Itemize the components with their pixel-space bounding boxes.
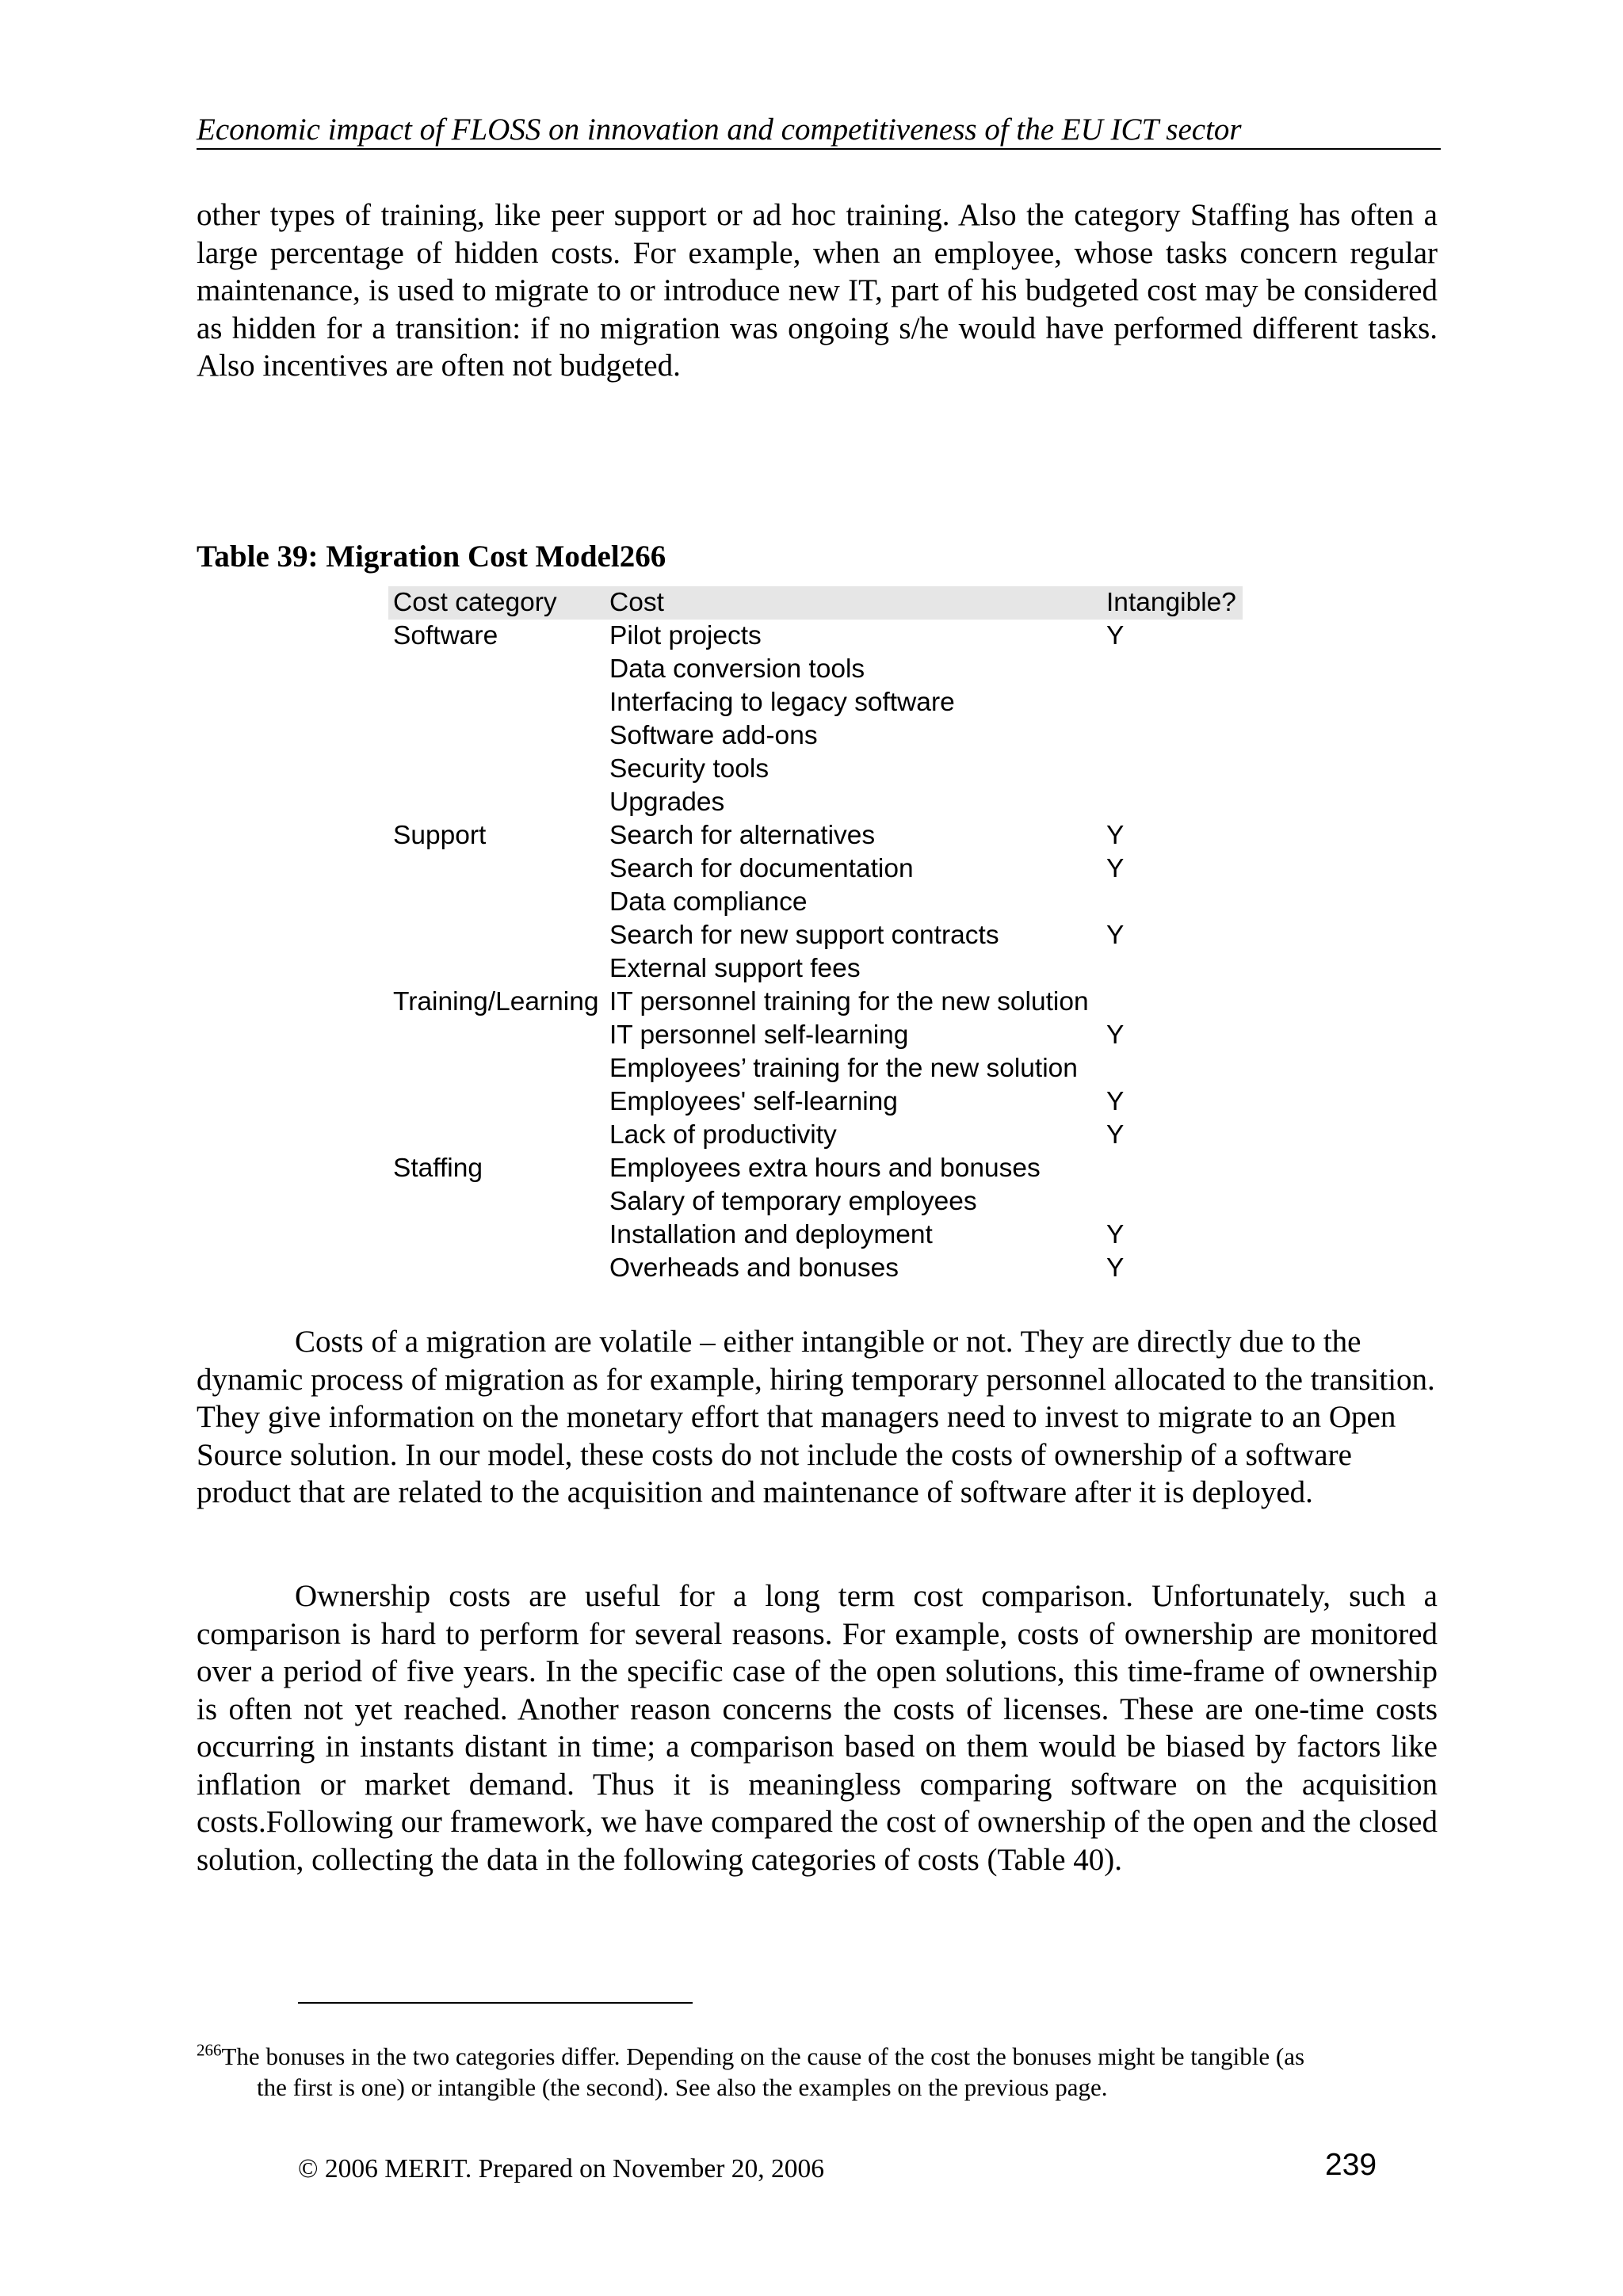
cell-cost-category: Training/Learning (393, 987, 599, 1016)
table-row (388, 886, 1243, 919)
cell-cost: Employees’ training for the new solution (609, 1054, 1078, 1083)
cell-cost: External support fees (609, 954, 861, 983)
cell-intangible: Y (1106, 1087, 1125, 1116)
body-paragraph: Costs of a migration are volatile – either intangible or not. They are directly due to the dynamic process of migration as for example, hiring temporary personnel allocated to the transition. They give information on the monetary effort that managers need to invest to migrate to an Open Source solution. In our model, these costs do not include the costs of ownership of a software product that are related to the acquisition and maintenance of software after it is deployed. (197, 1325, 1435, 1509)
table-row (388, 653, 1243, 686)
cell-cost-category (388, 919, 605, 952)
table-row (388, 1252, 1243, 1285)
column-header-cost: Cost (609, 588, 664, 617)
cell-cost-category (388, 753, 605, 786)
table-row (388, 753, 1243, 786)
cell-cost-category (388, 786, 605, 819)
cell-cost: Overheads and bonuses (609, 1253, 899, 1283)
cell-cost-category (388, 686, 605, 719)
cell-cost: Employees extra hours and bonuses (609, 1154, 1041, 1183)
cell-intangible (1102, 952, 1243, 986)
table-row (388, 1219, 1243, 1252)
cell-intangible (1102, 1052, 1243, 1085)
cell-intangible: Y (1106, 1020, 1125, 1050)
cell-intangible (1102, 986, 1243, 1019)
table-row (388, 852, 1243, 886)
body-paragraph: other types of training, like peer support or ad hoc training. Also the category Staffing has often a large percentage of hidden costs. For example, when an employee, whose tasks concern regular maintenance, is used to migrate to or introduce new IT, part of his budgeted cost may be considered as hidden for a transition: if no migration was ongoing s/he would have performed different tasks. Also incentives are often not budgeted. (197, 198, 1438, 383)
table-row (388, 719, 1243, 753)
column-header-cost-category: Cost category (393, 588, 557, 617)
cell-cost: Salary of temporary employees (609, 1187, 977, 1216)
cell-intangible (1102, 686, 1243, 719)
cell-cost: Employees' self-learning (609, 1087, 898, 1116)
column-header-intangible: Intangible? (1106, 588, 1236, 617)
footnote-text-line1: The bonuses in the two categories differ. Depending on the cause of the cost the bonuses might be tangible (as (221, 2042, 1305, 2070)
cell-cost-category (388, 1085, 605, 1119)
cell-cost: Installation and deployment (609, 1220, 933, 1249)
cell-intangible (1102, 753, 1243, 786)
table-row (388, 1152, 1243, 1185)
cell-cost-category (388, 1019, 605, 1052)
cell-cost: Search for alternatives (609, 821, 876, 850)
footnote-text-line2: the first is one) or intangible (the second). See also the examples on the previous page. (257, 2073, 1108, 2101)
table-row (388, 686, 1243, 719)
table-header (388, 586, 1243, 620)
body-paragraph: Ownership costs are useful for a long term cost comparison. Unfortunately, such a comparison is hard to perform for several reasons. For example, costs of ownership are monitored over a period of five years. In the specific case of the open solutions, this time-frame of ownership is often not yet reached. Another reason concerns the costs of licenses. These are one-time costs occurring in instants distant in time; a comparison based on them would be biased by factors like inflation or market demand. Thus it is meaningless comparing software on the acquisition costs.Following our framework, we have compared the cost of ownership of the open and the closed solution, collecting the data in the following categories of costs (Table 40). (197, 1579, 1438, 1877)
cell-cost-category (388, 852, 605, 886)
page-number: 239 (1325, 2148, 1377, 2182)
cell-cost-category (388, 886, 605, 919)
cell-cost: IT personnel training for the new solution (609, 987, 1089, 1016)
table-row (388, 819, 1243, 852)
cell-cost-category: Software (393, 621, 498, 650)
cell-cost-category (388, 1252, 605, 1285)
cell-cost-category (388, 1119, 605, 1152)
cell-intangible: Y (1106, 854, 1125, 883)
cell-intangible (1102, 1152, 1243, 1185)
cell-cost: Search for documentation (609, 854, 914, 883)
cell-intangible (1102, 786, 1243, 819)
cell-intangible: Y (1106, 1220, 1125, 1249)
table-row (388, 786, 1243, 819)
cell-intangible: Y (1106, 1120, 1125, 1150)
cell-intangible (1102, 719, 1243, 753)
footnote-marker: 266 (197, 2040, 222, 2060)
table-body (388, 620, 1243, 1285)
cell-cost: Lack of productivity (609, 1120, 837, 1150)
cell-intangible (1102, 653, 1243, 686)
migration-cost-table (388, 586, 1243, 1285)
cell-cost: Data compliance (609, 887, 808, 917)
cell-cost: Data conversion tools (609, 654, 865, 684)
footer-copyright: © 2006 MERIT. Prepared on November 20, 2006 (298, 2154, 824, 2183)
cell-intangible: Y (1106, 1253, 1125, 1283)
table-row (388, 1185, 1243, 1219)
cell-cost: Software add-ons (609, 721, 818, 750)
table-row (388, 986, 1243, 1019)
footnote (197, 2041, 1438, 2103)
table-caption: Table 39: Migration Cost Model266 (197, 540, 666, 574)
table-row (388, 1019, 1243, 1052)
cell-cost-category: Support (393, 821, 487, 850)
cell-intangible (1102, 886, 1243, 919)
table-row (388, 1085, 1243, 1119)
cell-cost: Security tools (609, 754, 769, 784)
cell-cost-category: Staffing (393, 1154, 483, 1183)
cell-cost-category (388, 653, 605, 686)
cell-cost: Interfacing to legacy software (609, 688, 955, 717)
footnote-rule (298, 2002, 693, 2004)
cell-cost-category (388, 1185, 605, 1219)
table-row (388, 919, 1243, 952)
table-header-row (388, 586, 1243, 620)
cell-cost: Pilot projects (609, 621, 762, 650)
cell-cost: Upgrades (609, 788, 725, 817)
table-row (388, 1119, 1243, 1152)
cell-cost: IT personnel self-learning (609, 1020, 909, 1050)
cell-cost: Search for new support contracts (609, 921, 999, 950)
cell-cost-category (388, 1052, 605, 1085)
cell-intangible: Y (1106, 921, 1125, 950)
cell-intangible: Y (1106, 821, 1125, 850)
header-rule (197, 148, 1441, 150)
cell-intangible (1102, 1185, 1243, 1219)
cell-cost-category (388, 952, 605, 986)
cell-cost-category (388, 719, 605, 753)
table-row (388, 952, 1243, 986)
cell-intangible: Y (1106, 621, 1125, 650)
table-row (388, 620, 1243, 653)
cell-cost-category (388, 1219, 605, 1252)
running-header: Economic impact of FLOSS on innovation and competitiveness of the EU ICT sector (197, 113, 1242, 147)
table-row (388, 1052, 1243, 1085)
